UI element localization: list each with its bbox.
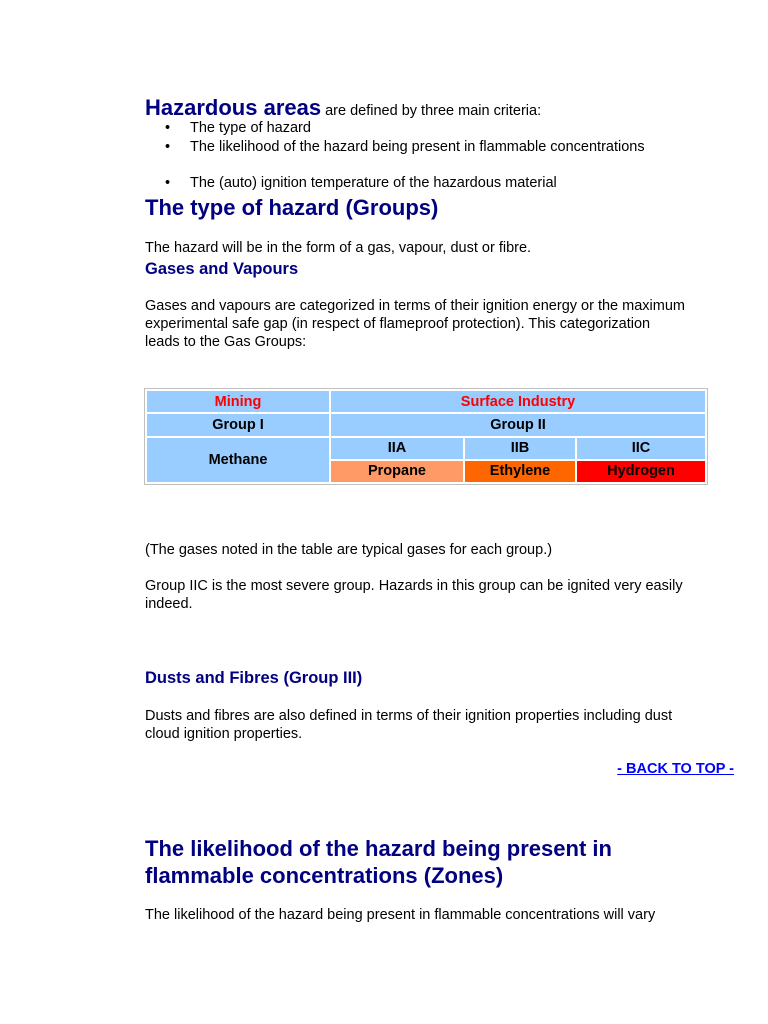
table-row [147, 414, 705, 435]
gases-heading: Gases and Vapours [145, 260, 299, 278]
propane-cell: Propane [331, 461, 463, 482]
gases-paragraph: Gases and vapours are categorized in terms of their ignition energy or the maximum experimental safe gap (in respect of flameproof protection). This categorization leads to the Gas Groups: [145, 298, 685, 350]
surface-industry-header-cell: Surface Industry [331, 391, 705, 412]
criteria-item-text: The type of hazard [190, 120, 311, 136]
criteria-item-text: The (auto) ignition temperature of the hazardous material [190, 175, 557, 191]
intro-text: are defined by three main criteria: [321, 103, 542, 119]
table-row [147, 438, 705, 459]
mining-header-cell: Mining [147, 391, 329, 412]
group-i-cell: Group I [147, 414, 329, 435]
bullet-icon: • [165, 139, 171, 155]
gases-note: (The gases noted in the table are typical gases for each group.) [145, 542, 553, 558]
dusts-heading: Dusts and Fibres (Group III) [145, 669, 363, 687]
bullet-icon: • [165, 175, 171, 191]
dusts-paragraph: Dusts and fibres are also defined in terms of their ignition properties including dust cloud ignition properties. [145, 708, 673, 742]
intro-title: Hazardous areas [145, 95, 322, 120]
zones-paragraph: The likelihood of the hazard being present in flammable concentrations will vary [145, 907, 656, 923]
subgroup-iic-cell: IIC [577, 438, 705, 459]
ethylene-cell: Ethylene [465, 461, 575, 482]
back-to-top-link[interactable]: - BACK TO TOP - [617, 761, 734, 777]
subgroup-iib-cell: IIB [465, 438, 575, 459]
hydrogen-cell: Hydrogen [577, 461, 705, 482]
subgroup-iia-cell: IIA [331, 438, 463, 459]
group-ii-cell: Group II [331, 414, 705, 435]
group-iic-paragraph: Group IIC is the most severe group. Hazards in this group can be ignited very easily indeed. [145, 578, 683, 612]
table-row [147, 391, 705, 412]
gas-groups-table [144, 388, 708, 485]
hazard-form-paragraph: The hazard will be in the form of a gas, vapour, dust or fibre. [145, 240, 532, 256]
methane-cell: Methane [147, 438, 329, 483]
groups-heading: The type of hazard (Groups) [145, 195, 439, 220]
criteria-item-text: The likelihood of the hazard being present in flammable concentrations [190, 139, 645, 155]
intro-line [145, 95, 541, 121]
bullet-icon: • [165, 120, 171, 136]
zones-heading: The likelihood of the hazard being present in flammable concentrations (Zones) [145, 836, 612, 888]
